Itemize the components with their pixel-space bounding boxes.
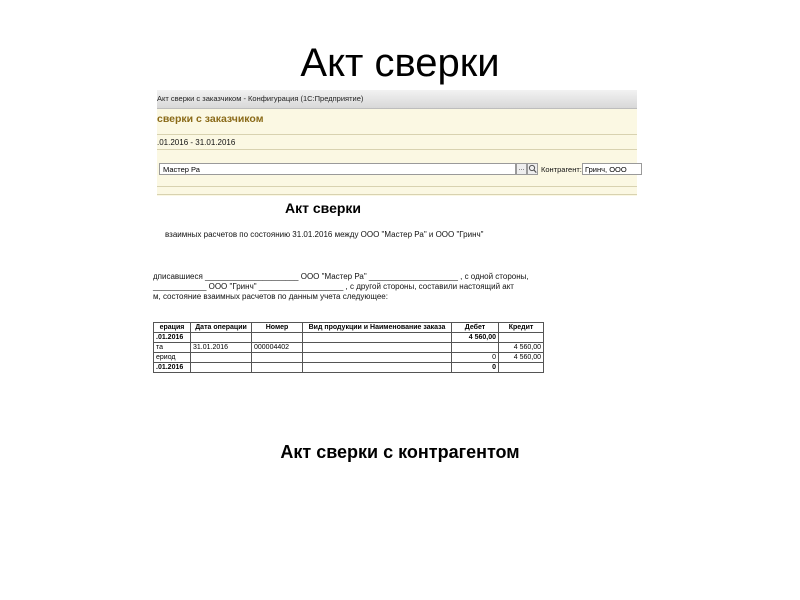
- table-cell: 4 560,00: [499, 353, 544, 363]
- table-cell: [252, 333, 303, 343]
- column-header: Кредит: [499, 323, 544, 333]
- table-cell: 31.01.2016: [191, 343, 252, 353]
- column-header: Дебет: [452, 323, 499, 333]
- table-cell: [252, 353, 303, 363]
- table-cell: .01.2016: [154, 363, 191, 373]
- table-cell: [452, 343, 499, 353]
- report-text-line: м, состояние взаимных расчетов по данным учета следующее:: [153, 292, 388, 301]
- table-header-row: [154, 323, 544, 333]
- table-cell: 4 560,00: [499, 343, 544, 353]
- window-title: Акт сверки с заказчиком - Конфигурация (1С:Предприятие): [157, 94, 364, 103]
- column-header: Дата операции: [191, 323, 252, 333]
- filters-separator-2: [157, 194, 637, 195]
- table-cell: ериод: [154, 353, 191, 363]
- select-organization-button[interactable]: ...: [516, 163, 527, 175]
- form-title: сверки с заказчиком: [157, 113, 264, 125]
- column-header: ерация: [154, 323, 191, 333]
- table-row: [154, 333, 544, 343]
- slide-caption: Акт сверки с контрагентом: [280, 442, 520, 462]
- table-cell: 0: [452, 363, 499, 373]
- report-title: Акт сверки: [285, 200, 362, 216]
- table-cell: [191, 363, 252, 373]
- report-subtitle: взаимных расчетов по состоянию 31.01.2016 между ООО "Мастер Ра" и ООО "Гринч": [165, 230, 484, 239]
- period-field[interactable]: .01.2016 - 31.01.2016: [157, 138, 236, 147]
- reconciliation-table: [153, 322, 544, 373]
- slide-title: Акт сверки: [300, 41, 500, 85]
- kontragent-input[interactable]: Гринч, ООО: [582, 163, 642, 175]
- table-row: [154, 363, 544, 373]
- search-icon: [528, 164, 537, 174]
- table-cell: [303, 363, 452, 373]
- table-cell: [499, 333, 544, 343]
- table-cell: [303, 343, 452, 353]
- search-button[interactable]: [527, 163, 538, 175]
- column-header: Номер: [252, 323, 303, 333]
- table-cell: 000004402: [252, 343, 303, 353]
- table-cell: [303, 333, 452, 343]
- kontragent-label: Контрагент:: [541, 165, 582, 174]
- screenshot-1c-window: [153, 90, 637, 375]
- table-cell: 4 560,00: [452, 333, 499, 343]
- table-cell: .01.2016: [154, 333, 191, 343]
- table-cell: [499, 363, 544, 373]
- table-row: [154, 343, 544, 353]
- table-cell: [191, 333, 252, 343]
- table-cell: 0: [452, 353, 499, 363]
- filters-separator: [157, 186, 637, 187]
- table-cell: [252, 363, 303, 373]
- report-text-line: дписавшиеся _____________________ ООО "Мастер Ра" ____________________ , с одной стороны,: [153, 272, 529, 281]
- report-text-line: ____________ ООО "Гринч" ___________________ , с другой стороны, составили настоящий акт: [153, 282, 514, 291]
- table-cell: [191, 353, 252, 363]
- organization-input[interactable]: Мастер Ра: [159, 163, 516, 175]
- table-cell: та: [154, 343, 191, 353]
- table-row: [154, 353, 544, 363]
- column-header: Вид продукции и Наименование заказа: [303, 323, 452, 333]
- window-titlebar: [157, 90, 637, 109]
- table-cell: [303, 353, 452, 363]
- header-separator: [157, 134, 637, 135]
